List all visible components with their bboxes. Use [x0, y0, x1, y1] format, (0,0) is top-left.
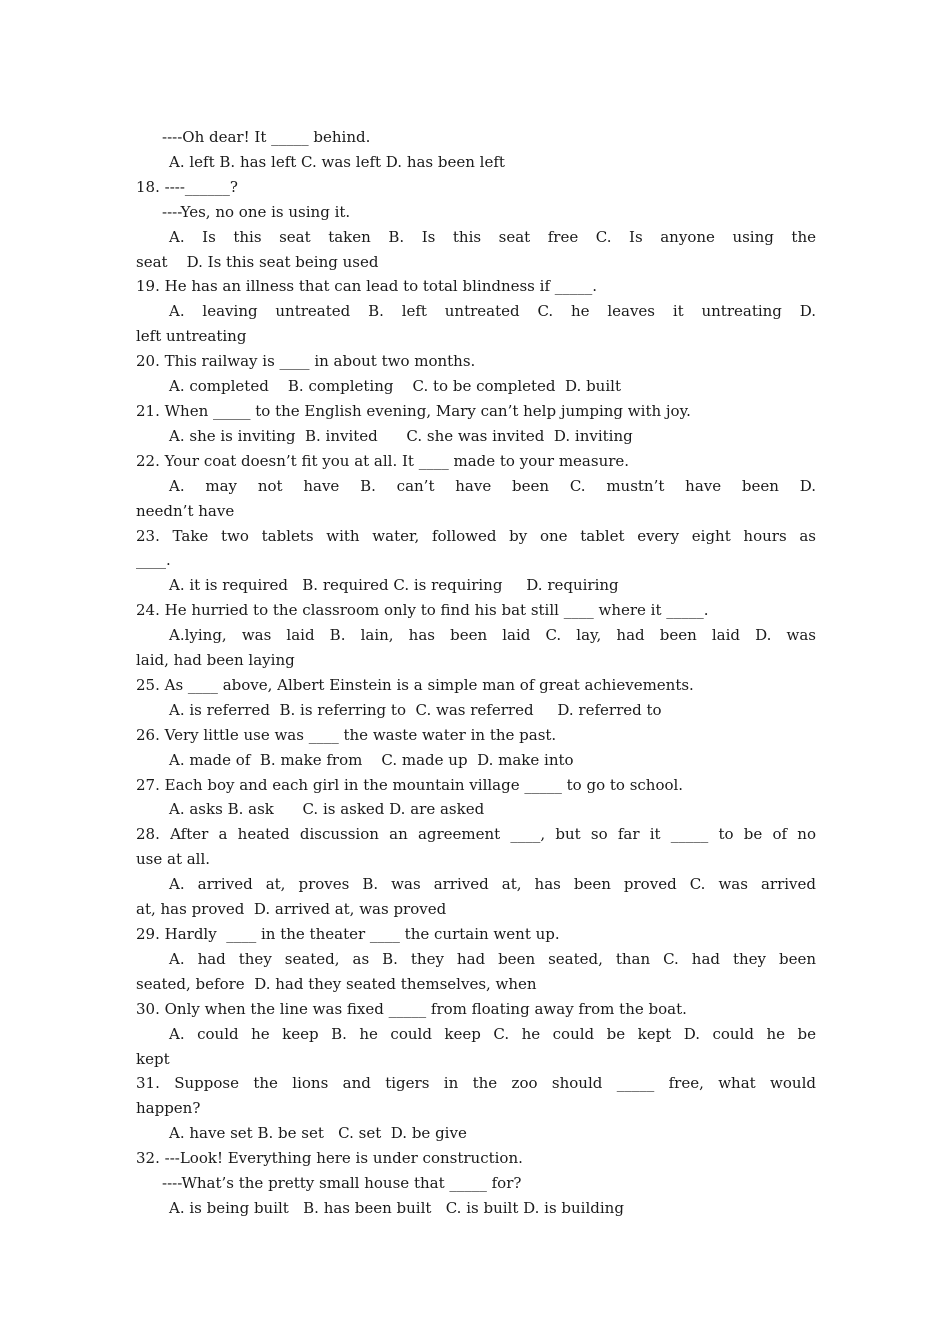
text-line: A. could he keep B. he could keep C. he could be kept D. could he be [169, 1024, 816, 1043]
text-line: A. it is required B. required C. is requiring D. requiring [169, 576, 619, 595]
text-line: 25. As ____ above, Albert Einstein is a simple man of great achievements. [136, 675, 694, 694]
text-line: 27. Each boy and each girl in the mountain village _____ to go to school. [136, 775, 684, 794]
text-line: 23. Take two tablets with water, followed by one tablet every eight hours as [136, 526, 816, 545]
text-line: 20. This railway is ____ in about two months. [136, 352, 476, 371]
text-line: A. may not have B. can’t have been C. mustn’t have been D. [169, 476, 816, 495]
text-line: ____. [136, 551, 171, 570]
text-line: 24. He hurried to the classroom only to find his bat still ____ where it _____. [136, 601, 709, 620]
text-line: 29. Hardly ____ in the theater ____ the curtain went up. [136, 925, 560, 943]
text-line: A.lying, was laid B. lain, has been laid C. lay, had been laid D. was [169, 626, 816, 645]
text-line: 21. When _____ to the English evening, Mary can’t help jumping with joy. [136, 401, 691, 420]
text-line: 22. Your coat doesn’t fit you at all. It ____ made to your measure. [136, 451, 630, 470]
text-line: left untreating [136, 327, 247, 346]
text-line: ----Yes, no one is using it. [162, 202, 351, 221]
exercise-text [136, 125, 816, 1221]
text-line: 31. Suppose the lions and tigers in the zoo should _____ free, what would [136, 1074, 816, 1093]
text-line: A. made of B. make from C. made up D. make into [169, 750, 574, 769]
text-line: A. she is inviting B. invited C. she was invited D. inviting [169, 426, 633, 445]
text-line: happen? [136, 1099, 201, 1118]
text-line: 19. He has an illness that can lead to total blindness if _____. [136, 277, 598, 296]
text-line: 26. Very little use was ____ the waste water in the past. [136, 725, 557, 744]
text-line: A. arrived at, proves B. was arrived at, has been proved C. was arrived [169, 875, 816, 894]
text-line: A. have set B. be set C. set D. be give [169, 1124, 467, 1143]
text-line: A. is referred B. is referring to C. was referred D. referred to [169, 700, 662, 719]
text-line: 28. After a heated discussion an agreement ____, but so far it _____ to be of no [136, 825, 816, 844]
text-line: 32. ---Look! Everything here is under construction. [136, 1149, 523, 1168]
text-line: A. leaving untreated B. left untreated C. he leaves it untreating D. [169, 302, 816, 321]
text-line: use at all. [136, 850, 211, 869]
text-line: 18. ----______? [136, 177, 238, 196]
text-line: A. is being built B. has been built C. is built D. is building [169, 1198, 624, 1217]
text-line: 30. Only when the line was fixed _____ from floating away from the boat. [136, 999, 687, 1018]
text-line: seated, before D. had they seated themselves, when [136, 974, 537, 993]
text-line: seat D. Is this seat being used [136, 252, 379, 271]
text-line: A. completed B. completing C. to be completed D. built [169, 377, 621, 396]
text-line: A. left B. has left C. was left D. has been left [169, 152, 505, 171]
text-line: kept [136, 1049, 170, 1068]
text-line: A. Is this seat taken B. Is this seat free C. Is anyone using the [169, 227, 816, 246]
text-line: A. asks B. ask C. is asked D. are asked [169, 800, 485, 819]
text-line: A. had they seated, as B. they had been seated, than C. had they been [169, 949, 816, 968]
text-line: needn’t have [136, 501, 235, 520]
text-line: laid, had been laying [136, 651, 295, 670]
text-line: at, has proved D. arrived at, was proved [136, 900, 447, 919]
text-line: ----What’s the pretty small house that _____ for? [162, 1174, 522, 1193]
text-line: ----Oh dear! It _____ behind. [162, 128, 371, 146]
